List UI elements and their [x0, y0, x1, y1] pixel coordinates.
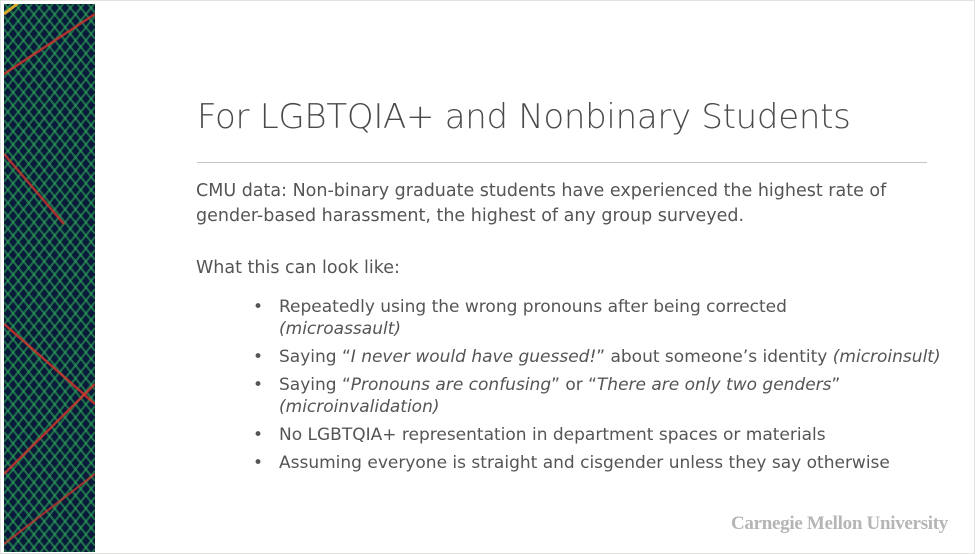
list-item-text: Assuming everyone is straight and cisgender unless they say otherwise	[279, 453, 890, 473]
list-item	[253, 346, 943, 368]
slide-title: For LGBTQIA+ and Nonbinary Students	[197, 97, 851, 137]
list-item	[253, 296, 943, 340]
subheading: What this can look like:	[196, 258, 400, 278]
list-item	[253, 374, 943, 418]
tartan-plaid-decoration	[4, 4, 95, 552]
list-item-tag: (microinsult)	[832, 347, 941, 367]
list-item-text: No LGBTQIA+ representation in department spaces or materials	[279, 425, 826, 445]
example-list	[253, 296, 943, 480]
list-item	[253, 424, 943, 446]
intro-paragraph: CMU data: Non-binary graduate students have experienced the highest rate of gender-based harassment, the highest of any group surveyed.	[196, 181, 887, 226]
list-item	[253, 452, 943, 474]
list-item-text-pre: Saying “	[279, 347, 351, 367]
list-item-tag: (microassault)	[279, 319, 401, 339]
list-item-quote: I never would have guessed!	[350, 347, 597, 367]
list-item-text-mid: ” or “	[551, 375, 597, 395]
list-item-text-post: ”	[831, 375, 841, 395]
title-divider	[197, 162, 927, 163]
university-logo: Carnegie Mellon University	[731, 513, 948, 534]
list-item-text-post: ” about someone’s identity	[596, 347, 833, 367]
list-item-quote: Pronouns are confusing	[350, 375, 552, 395]
list-item-text: Repeatedly using the wrong pronouns after being corrected	[279, 297, 787, 317]
list-item-tag: (microinvalidation)	[279, 397, 440, 417]
list-item-text-pre: Saying “	[279, 375, 351, 395]
list-item-quote: There are only two genders	[596, 375, 832, 395]
